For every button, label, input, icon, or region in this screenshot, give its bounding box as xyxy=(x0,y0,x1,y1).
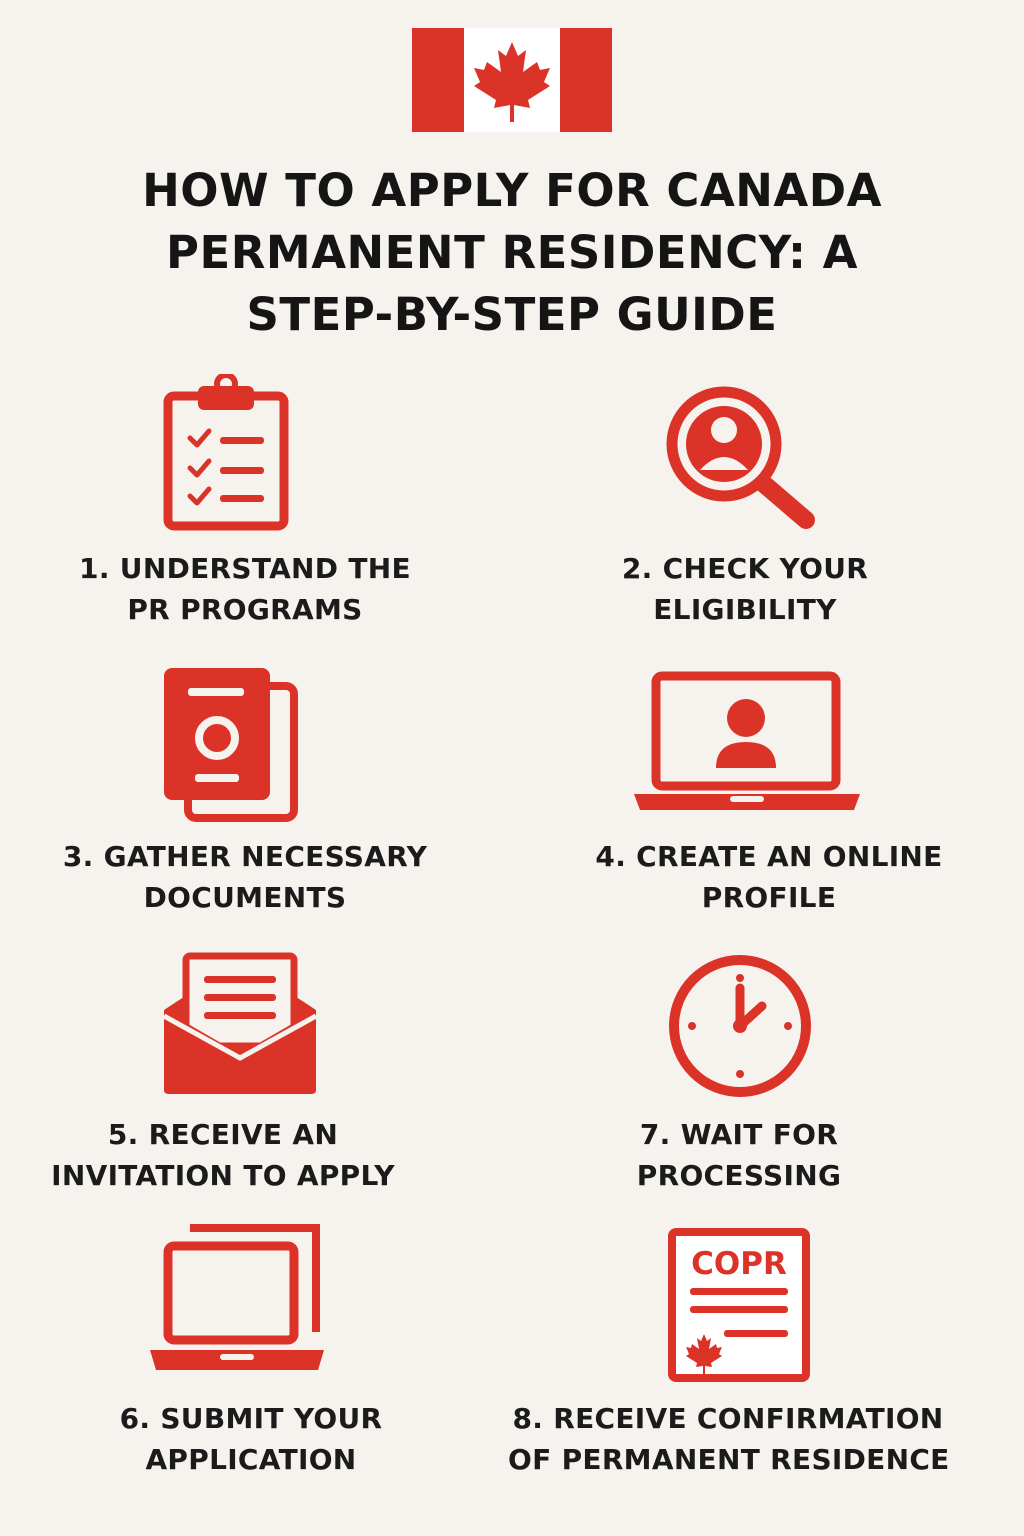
title-line-2: PERMANENT RESIDENCY: A xyxy=(166,226,858,279)
step-4-label xyxy=(564,836,974,918)
step-7-label xyxy=(534,1114,944,1196)
step-2-line-2: ELIGIBILITY xyxy=(653,593,837,626)
step-1-line-1: 1. UNDERSTAND THE xyxy=(79,552,411,585)
step-3-line-2: DOCUMENTS xyxy=(143,881,347,914)
step-5-line-2: INVITATION TO APPLY xyxy=(51,1159,395,1192)
step-4-line-1: 4. CREATE AN ONLINE xyxy=(595,840,943,873)
page-title xyxy=(0,160,1024,346)
step-8-line-1: 8. RECEIVE CONFIRMATION xyxy=(512,1402,944,1435)
envelope-letter-icon xyxy=(160,950,320,1096)
step-2-line-1: 2. CHECK YOUR xyxy=(621,552,869,585)
step-5-line-1: 5. RECEIVE AN xyxy=(107,1118,339,1151)
step-8-label xyxy=(508,1398,948,1480)
copr-badge: COPR xyxy=(691,1246,787,1282)
step-3-line-1: 3. GATHER NECESSARY xyxy=(62,840,428,873)
step-8-line-2: OF PERMANENT RESIDENCE xyxy=(508,1443,950,1476)
title-line-1: HOW TO APPLY FOR CANADA xyxy=(142,164,882,217)
step-4-line-2: PROFILE xyxy=(701,881,837,914)
step-1-label xyxy=(40,548,450,630)
step-3-label xyxy=(40,836,450,918)
step-6-line-1: 6. SUBMIT YOUR xyxy=(119,1402,383,1435)
passport-icon xyxy=(160,664,300,824)
laptop-submit-icon xyxy=(146,1222,328,1374)
clipboard-checklist-icon xyxy=(160,374,292,534)
copr-document-icon xyxy=(666,1226,812,1384)
laptop-profile-icon xyxy=(632,670,862,814)
step-5-label xyxy=(18,1114,428,1196)
title-line-3: STEP-BY-STEP GUIDE xyxy=(246,288,778,341)
step-6-label xyxy=(46,1398,456,1480)
magnifier-person-icon xyxy=(660,380,820,530)
step-2-label xyxy=(540,548,950,630)
step-7-line-1: 7. WAIT FOR xyxy=(639,1118,839,1151)
canada-flag-icon xyxy=(412,28,612,132)
clock-icon xyxy=(664,952,816,1100)
step-7-line-2: PROCESSING xyxy=(636,1159,842,1192)
step-1-line-2: PR PROGRAMS xyxy=(127,593,363,626)
step-6-line-2: APPLICATION xyxy=(145,1443,357,1476)
